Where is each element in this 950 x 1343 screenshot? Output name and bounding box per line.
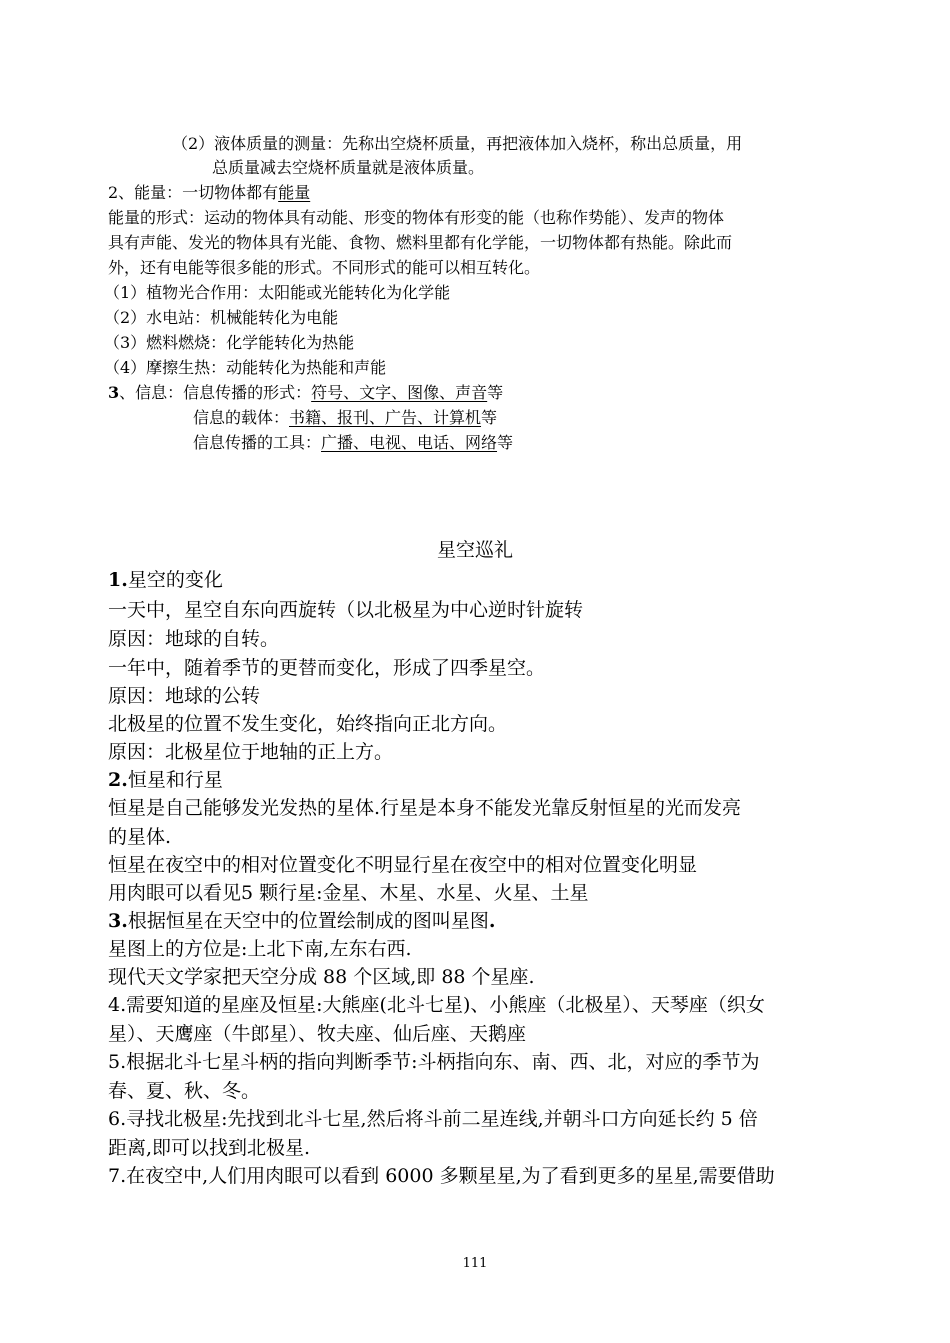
text-line: 6.寻找北极星:先找到北斗七星,然后将斗前二星连线,并朝斗口方向延长约 5 倍 — [108, 1108, 758, 1130]
heading-2-text: 恒星和行星 — [127, 769, 223, 791]
text-line: 星）、天鹰座（牛郎星）、牧夫座、仙后座、天鹅座 — [108, 1023, 527, 1045]
heading-3 — [108, 906, 495, 936]
heading-2-number: 2. — [108, 769, 128, 791]
text-line: 原因：地球的公转 — [108, 685, 261, 707]
energy-forms-line-3: 外，还有电能等很多能的形式。不同形式的能可以相互转化。 — [108, 258, 541, 277]
liquid-mass-line-1: （2）液体质量的测量：先称出空烧杯质量，再把液体加入烧杯，称出总质量，用 — [172, 134, 743, 153]
heading-1-number: 1. — [108, 569, 128, 591]
text-line: 的星体. — [108, 826, 172, 848]
conversion-item-4: （4）摩擦生热：动能转化为热能和声能 — [104, 358, 387, 377]
text-line: 恒星在夜空中的相对位置变化不明显行星在夜空中的相对位置变化明显 — [108, 854, 698, 876]
info-carrier-items: 书籍、报刊、广告、计算机 — [289, 408, 482, 427]
info-tools-items: 广播、电视、电话、网络 — [321, 433, 498, 452]
text-line: 距离,即可以找到北极星. — [108, 1137, 311, 1159]
text-line: 原因：地球的自转。 — [108, 628, 280, 650]
info-forms-label: 、信息：信息传播的形式： — [119, 383, 312, 402]
text-line: 现代天文学家把天空分成 88 个区域,即 88 个星座. — [108, 966, 535, 988]
liquid-mass-line-2: 总质量减去空烧杯质量就是液体质量。 — [212, 158, 485, 177]
info-number: 3 — [108, 383, 120, 402]
conversion-item-3: （3）燃料燃烧：化学能转化为热能 — [104, 333, 355, 352]
energy-forms-line-1: 能量的形式：运动的物体具有动能、形变的物体有形变的能（也称作势能）、发声的物体 — [108, 208, 725, 227]
text-line: 4.需要知道的星座及恒星:大熊座(北斗七星)、小熊座（北极星）、天琴座（织女 — [108, 994, 765, 1016]
text-line: 恒星是自己能够发光发热的星体.行星是本身不能发光靠反射恒星的光而发亮 — [108, 797, 742, 819]
text-line: 星图上的方位是:上北下南,左东右西. — [108, 938, 412, 960]
page-number: 111 — [462, 1256, 488, 1271]
heading-3-number: 3. — [108, 910, 128, 932]
energy-heading — [108, 181, 310, 205]
text-line: 北极星的位置不发生变化，始终指向正北方向。 — [108, 713, 508, 735]
info-tools-label: 信息传播的工具： — [193, 433, 322, 452]
energy-heading-prefix: 2、能量：一切物体都有 — [108, 183, 279, 202]
text-line: 5.根据北斗七星斗柄的指向判断季节:斗柄指向东、南、西、北，对应的季节为 — [108, 1051, 760, 1073]
info-forms-items: 符号、文字、图像、声音 — [311, 383, 488, 402]
section-title: 星空巡礼 — [436, 539, 513, 561]
info-carrier-label: 信息的载体： — [193, 408, 290, 427]
text-line: 一天中，星空自东向西旋转（以北极星为中心逆时针旋转 — [108, 599, 584, 621]
info-carrier-suffix: 等 — [481, 408, 498, 427]
heading-1 — [108, 565, 223, 595]
heading-2 — [108, 765, 223, 795]
info-tools-line — [193, 431, 513, 455]
text-line: 原因：北极星位于地轴的正上方。 — [108, 741, 394, 763]
energy-underlined: 能量 — [278, 183, 311, 202]
text-line: 春、夏、秋、冬。 — [108, 1080, 261, 1102]
info-forms-line — [108, 381, 503, 405]
info-carrier-line — [193, 406, 497, 430]
info-tools-suffix: 等 — [497, 433, 514, 452]
text-line: 7.在夜空中,人们用肉眼可以看到 6000 多颗星星,为了看到更多的星星,需要借助 — [108, 1165, 775, 1187]
heading-3-text: 根据恒星在天空中的位置绘制成的图叫星图 — [127, 910, 489, 932]
info-forms-suffix: 等 — [487, 383, 504, 402]
text-line: 一年中，随着季节的更替而变化，形成了四季星空。 — [108, 657, 546, 679]
heading-1-text: 星空的变化 — [127, 569, 223, 591]
text-line: 用肉眼可以看见5 颗行星:金星、木星、水星、火星、土星 — [108, 882, 589, 904]
conversion-item-1: （1）植物光合作用：太阳能或光能转化为化学能 — [104, 283, 451, 302]
energy-forms-line-2: 具有声能、发光的物体具有光能、食物、燃料里都有化学能，一切物体都有热能。除此而 — [108, 233, 733, 252]
conversion-item-2: （2）水电站：机械能转化为电能 — [104, 308, 339, 327]
heading-3-end: . — [488, 910, 496, 932]
